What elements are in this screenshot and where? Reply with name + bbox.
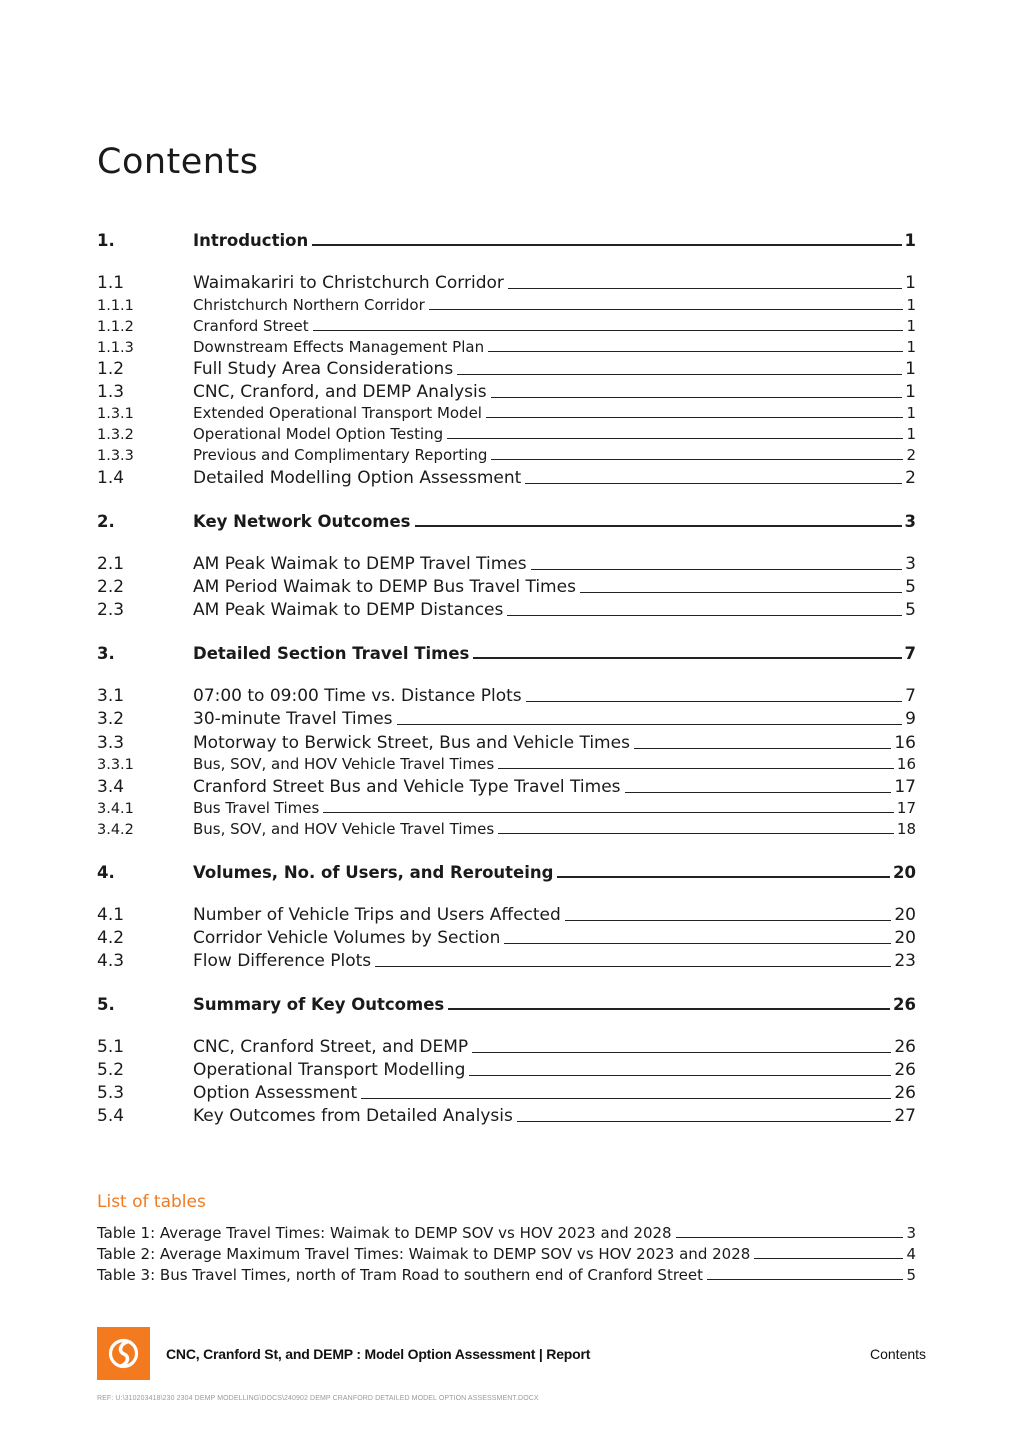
toc-leader bbox=[517, 1121, 892, 1122]
toc-entry-page: 3 bbox=[905, 554, 916, 574]
toc-entry-number: 5.2 bbox=[97, 1060, 125, 1080]
toc-leader bbox=[457, 374, 902, 375]
toc-entry-number: 1.2 bbox=[97, 359, 125, 379]
toc-entry-title: AM Peak Waimak to DEMP Distances bbox=[193, 600, 504, 620]
toc-entry[interactable] bbox=[97, 228, 916, 250]
toc-entry-number: 1.4 bbox=[97, 468, 125, 488]
toc-entry[interactable] bbox=[97, 509, 916, 531]
toc-leader bbox=[313, 330, 903, 331]
toc-entry[interactable] bbox=[97, 271, 916, 293]
toc-leader bbox=[580, 592, 902, 593]
toc-entry-title: AM Peak Waimak to DEMP Travel Times bbox=[193, 554, 527, 574]
toc-leader bbox=[634, 748, 891, 749]
toc-entry[interactable] bbox=[97, 949, 916, 971]
toc-entry-title: Cranford Street Bus and Vehicle Type Travel Times bbox=[193, 777, 621, 797]
toc-entry[interactable] bbox=[97, 423, 916, 443]
toc-entry-title: Introduction bbox=[193, 231, 309, 250]
toc-entry-title: Summary of Key Outcomes bbox=[193, 995, 445, 1014]
toc-entry-number: 4.2 bbox=[97, 928, 125, 948]
toc-entry-title: Bus Travel Times bbox=[193, 799, 320, 817]
toc-leader bbox=[498, 768, 894, 769]
toc-entry[interactable] bbox=[97, 1081, 916, 1103]
toc-entry-title: Key Network Outcomes bbox=[193, 512, 411, 531]
toc-entry-title: Detailed Section Travel Times bbox=[193, 644, 470, 663]
toc-leader bbox=[361, 1098, 891, 1099]
toc-leader bbox=[429, 309, 903, 310]
toc-entry-number: 1.3.1 bbox=[97, 406, 134, 422]
toc-entry-page: 2 bbox=[905, 468, 916, 488]
toc-entry-number: 4.3 bbox=[97, 951, 125, 971]
toc-entry-page: 7 bbox=[905, 686, 916, 706]
toc-entry-page: 1 bbox=[906, 296, 916, 314]
toc-entry-page: 26 bbox=[894, 1060, 916, 1080]
toc-entry[interactable] bbox=[97, 1104, 916, 1126]
toc-entry-number: 3. bbox=[97, 644, 115, 663]
toc-entry-page: 3 bbox=[904, 512, 916, 531]
toc-entry[interactable] bbox=[97, 575, 916, 597]
toc-entry-title: Bus, SOV, and HOV Vehicle Travel Times bbox=[193, 820, 495, 838]
table-entry-leader bbox=[754, 1258, 903, 1259]
toc-entry-page: 1 bbox=[906, 425, 916, 443]
toc-entry-number: 3.4.2 bbox=[97, 822, 134, 838]
table-entry-page: 4 bbox=[906, 1245, 916, 1263]
toc-entry[interactable] bbox=[97, 444, 916, 464]
toc-entry-number: 3.4 bbox=[97, 777, 125, 797]
table-list-entry[interactable] bbox=[97, 1222, 916, 1242]
toc-entry-number: 1. bbox=[97, 231, 115, 250]
toc-entry[interactable] bbox=[97, 731, 916, 753]
toc-entry-title: Flow Difference Plots bbox=[193, 951, 372, 971]
toc-leader bbox=[491, 397, 903, 398]
toc-leader bbox=[486, 417, 903, 418]
toc-leader bbox=[312, 244, 901, 246]
table-entry-title: Table 3: Bus Travel Times, north of Tram Road to southern end of Cranford Street bbox=[97, 1266, 703, 1284]
toc-entry-title: Operational Transport Modelling bbox=[193, 1060, 466, 1080]
toc-entry-number: 3.4.1 bbox=[97, 801, 134, 817]
toc-entry-page: 20 bbox=[894, 928, 916, 948]
toc-entry-page: 1 bbox=[906, 338, 916, 356]
toc-entry[interactable] bbox=[97, 294, 916, 314]
toc-entry-page: 16 bbox=[896, 755, 916, 773]
toc-entry-page: 1 bbox=[906, 404, 916, 422]
toc-leader bbox=[415, 525, 902, 527]
toc-leader bbox=[525, 483, 902, 484]
toc-entry-title: 30-minute Travel Times bbox=[193, 709, 393, 729]
toc-leader bbox=[472, 1052, 891, 1053]
toc-leader bbox=[504, 943, 891, 944]
toc-entry[interactable] bbox=[97, 753, 916, 773]
toc-leader bbox=[508, 288, 902, 289]
toc-entry[interactable] bbox=[97, 552, 916, 574]
footer-section-name: Contents bbox=[870, 1346, 927, 1362]
toc-entry[interactable] bbox=[97, 402, 916, 422]
toc-entry-title: Key Outcomes from Detailed Analysis bbox=[193, 1106, 513, 1126]
toc-entry-number: 1.3.3 bbox=[97, 448, 134, 464]
toc-entry[interactable] bbox=[97, 860, 916, 882]
toc-entry-page: 1 bbox=[904, 231, 916, 250]
toc-entry-number: 3.3.1 bbox=[97, 757, 134, 773]
toc-entry-page: 17 bbox=[896, 799, 916, 817]
toc-entry-title: Bus, SOV, and HOV Vehicle Travel Times bbox=[193, 755, 495, 773]
table-list-entry[interactable] bbox=[97, 1264, 916, 1284]
toc-entry-page: 1 bbox=[905, 382, 916, 402]
toc-entry-number: 5.4 bbox=[97, 1106, 125, 1126]
toc-leader bbox=[531, 569, 903, 570]
toc-entry-number: 2.2 bbox=[97, 577, 125, 597]
toc-entry-number: 5.1 bbox=[97, 1037, 125, 1057]
toc-entry-page: 1 bbox=[905, 273, 916, 293]
toc-entry-page: 2 bbox=[906, 446, 916, 464]
toc-entry[interactable] bbox=[97, 818, 916, 838]
toc-entry[interactable] bbox=[97, 992, 916, 1014]
toc-entry[interactable] bbox=[97, 684, 916, 706]
toc-entry-page: 26 bbox=[894, 1083, 916, 1103]
toc-entry-title: Option Assessment bbox=[193, 1083, 358, 1103]
toc-entry-number: 1.1 bbox=[97, 273, 125, 293]
toc-entry-number: 4.1 bbox=[97, 905, 125, 925]
toc-entry[interactable] bbox=[97, 926, 916, 948]
toc-entry-title: 07:00 to 09:00 Time vs. Distance Plots bbox=[193, 686, 522, 706]
toc-entry-page: 5 bbox=[905, 577, 916, 597]
logo-swirl-icon bbox=[97, 1327, 150, 1380]
toc-entry-number: 4. bbox=[97, 863, 115, 882]
toc-leader bbox=[507, 615, 902, 616]
toc-entry-title: Christchurch Northern Corridor bbox=[193, 296, 425, 314]
toc-entry-title: Full Study Area Considerations bbox=[193, 359, 454, 379]
toc-leader bbox=[488, 351, 903, 352]
toc-entry[interactable] bbox=[97, 903, 916, 925]
page-title: Contents bbox=[97, 142, 259, 182]
toc-leader bbox=[448, 1008, 890, 1010]
toc-entry[interactable] bbox=[97, 357, 916, 379]
toc-entry-number: 5.3 bbox=[97, 1083, 125, 1103]
toc-entry[interactable] bbox=[97, 315, 916, 335]
toc-entry-number: 1.3.2 bbox=[97, 427, 134, 443]
toc-entry[interactable] bbox=[97, 380, 916, 402]
toc-entry-title: Corridor Vehicle Volumes by Section bbox=[193, 928, 501, 948]
toc-entry-page: 18 bbox=[896, 820, 916, 838]
toc-leader bbox=[557, 876, 890, 878]
toc-entry-title: Volumes, No. of Users, and Rerouteing bbox=[193, 863, 554, 882]
toc-leader bbox=[397, 724, 903, 725]
toc-entry-page: 16 bbox=[894, 733, 916, 753]
toc-leader bbox=[498, 833, 894, 834]
toc-leader bbox=[375, 966, 891, 967]
toc-entry-page: 27 bbox=[894, 1106, 916, 1126]
company-logo bbox=[97, 1327, 150, 1380]
toc-leader bbox=[526, 701, 903, 702]
table-entry-title: Table 1: Average Travel Times: Waimak to DEMP SOV vs HOV 2023 and 2028 bbox=[97, 1224, 672, 1242]
toc-entry-title: Downstream Effects Management Plan bbox=[193, 338, 485, 356]
toc-entry-page: 23 bbox=[894, 951, 916, 971]
toc-entry-title: Cranford Street bbox=[193, 317, 309, 335]
toc-entry-page: 20 bbox=[894, 905, 916, 925]
toc-entry-page: 1 bbox=[906, 317, 916, 335]
toc-leader bbox=[565, 920, 892, 921]
toc-entry[interactable] bbox=[97, 775, 916, 797]
list-of-tables-title: List of tables bbox=[97, 1192, 206, 1212]
toc-leader bbox=[473, 657, 901, 659]
table-entry-page: 5 bbox=[906, 1266, 916, 1284]
toc-entry-title: Detailed Modelling Option Assessment bbox=[193, 468, 522, 488]
toc-entry[interactable] bbox=[97, 1058, 916, 1080]
toc-entry-page: 26 bbox=[894, 1037, 916, 1057]
document-reference-path: REF: U:\310203418\230 2304 DEMP MODELLING\DOCS\240902 DEMP CRANFORD DETAILED MODEL OPTION ASSESSMENT.DOCX bbox=[97, 1395, 539, 1402]
table-list-entry[interactable] bbox=[97, 1243, 916, 1263]
toc-entry-title: AM Period Waimak to DEMP Bus Travel Times bbox=[193, 577, 576, 597]
toc-leader bbox=[491, 459, 903, 460]
table-entry-page: 3 bbox=[906, 1224, 916, 1242]
toc-entry[interactable] bbox=[97, 336, 916, 356]
table-entry-leader bbox=[707, 1279, 903, 1280]
toc-entry-title: CNC, Cranford, and DEMP Analysis bbox=[193, 382, 487, 402]
toc-entry[interactable] bbox=[97, 797, 916, 817]
toc-entry[interactable] bbox=[97, 641, 916, 663]
toc-entry-page: 1 bbox=[905, 359, 916, 379]
toc-entry-title: Operational Model Option Testing bbox=[193, 425, 444, 443]
footer-document-title: CNC, Cranford St, and DEMP : Model Option Assessment | Report bbox=[166, 1346, 591, 1362]
toc-entry-page: 17 bbox=[894, 777, 916, 797]
toc-entry-page: 26 bbox=[893, 995, 916, 1014]
toc-leader bbox=[469, 1075, 891, 1076]
toc-entry-title: Motorway to Berwick Street, Bus and Vehicle Times bbox=[193, 733, 630, 753]
toc-entry-number: 2.3 bbox=[97, 600, 125, 620]
toc-entry-number: 2.1 bbox=[97, 554, 125, 574]
toc-entry-page: 5 bbox=[905, 600, 916, 620]
toc-entry-title: Previous and Complimentary Reporting bbox=[193, 446, 488, 464]
toc-entry-page: 20 bbox=[893, 863, 916, 882]
toc-entry[interactable] bbox=[97, 598, 916, 620]
toc-leader bbox=[625, 792, 892, 793]
toc-entry-title: Waimakariri to Christchurch Corridor bbox=[193, 273, 504, 293]
toc-entry-number: 3.1 bbox=[97, 686, 125, 706]
toc-entry-number: 5. bbox=[97, 995, 115, 1014]
toc-leader bbox=[323, 812, 894, 813]
table-entry-leader bbox=[676, 1237, 903, 1238]
toc-entry[interactable] bbox=[97, 707, 916, 729]
toc-entry-page: 7 bbox=[904, 644, 916, 663]
toc-entry[interactable] bbox=[97, 466, 916, 488]
toc-entry-title: Number of Vehicle Trips and Users Affected bbox=[193, 905, 561, 925]
toc-entry-number: 1.1.1 bbox=[97, 298, 134, 314]
toc-entry-number: 1.3 bbox=[97, 382, 125, 402]
toc-entry-title: Extended Operational Transport Model bbox=[193, 404, 482, 422]
toc-entry-number: 1.1.2 bbox=[97, 319, 134, 335]
toc-entry[interactable] bbox=[97, 1035, 916, 1057]
toc-entry-number: 3.3 bbox=[97, 733, 125, 753]
toc-entry-number: 2. bbox=[97, 512, 115, 531]
toc-entry-page: 9 bbox=[905, 709, 916, 729]
toc-leader bbox=[447, 438, 903, 439]
toc-entry-number: 3.2 bbox=[97, 709, 125, 729]
toc-entry-number: 1.1.3 bbox=[97, 340, 134, 356]
table-entry-title: Table 2: Average Maximum Travel Times: Waimak to DEMP SOV vs HOV 2023 and 2028 bbox=[97, 1245, 751, 1263]
toc-entry-title: CNC, Cranford Street, and DEMP bbox=[193, 1037, 469, 1057]
